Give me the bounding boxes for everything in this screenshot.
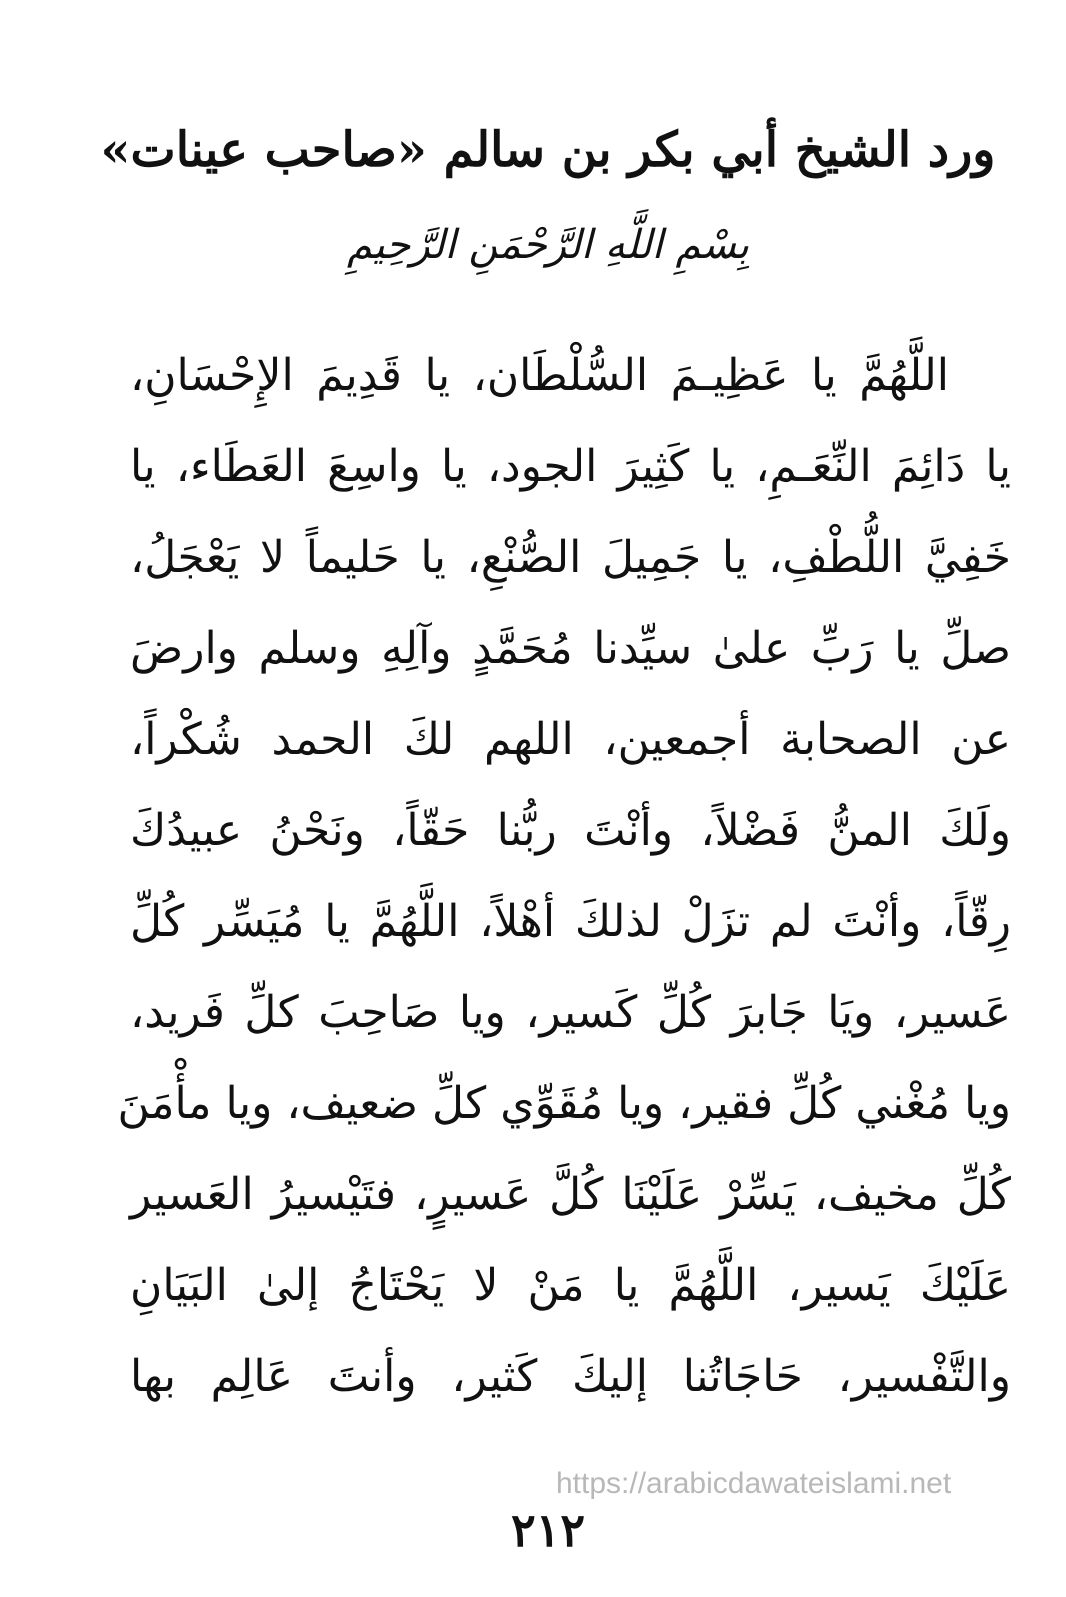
text-line: خَفِيَّ اللُّطْفِ، يا جَمِيلَ الصُّنْعِ، يا حَليماً لا يَعْجَلُ، [130,532,1011,583]
text-line: عن الصحابة أجمعين، اللهم لكَ الحمد شُكْراً، [130,714,1011,765]
watermark-url: https://arabicdawateislami.net [556,1467,952,1500]
text-line: ويا مُغْني كُلِّ فقير، ويا مُقَوِّي كلِّ ضعيف، ويا مأْمَنَ [117,1078,1011,1129]
page-title: ورد الشيخ أبي بكر بن سالم «صاحب عينات» [100,122,996,178]
text-line: رِقّاً، وأنْتَ لم تزَلْ لذلكَ أهْلاً، اللَّهُمَّ يا مُيَسِّر كُلِّ [130,896,1011,947]
text-line: عَلَيْكَ يَسير، اللَّهُمَّ يا مَنْ لا يَحْتَاجُ إلىٰ البَيَانِ [130,1260,1011,1311]
text-line: صلِّ يا رَبِّ علىٰ سيِّدنا مُحَمَّدٍ وآلِهِ وسلم وارضَ [130,623,1011,674]
text-line: عَسير، ويَا جَابرَ كُلِّ كَسير، ويا صَاحِبَ كلِّ فَريد، [130,987,1011,1038]
text-line: كُلِّ مخيف، يَسِّرْ عَلَيْنَا كُلَّ عَسيرٍ، فتَيْسيرُ العَسير [130,1169,1011,1220]
body-text [117,330,1011,1422]
text-line: ولَكَ المنُّ فَضْلاً، وأنْتَ ربُّنا حَقّاً، ونَحْنُ عبيدُكَ [130,805,1011,856]
text-line: والتَّفْسير، حَاجَاتُنا إليكَ كَثير، وأنتَ عَالِم بها [130,1351,1011,1402]
text-line: اللَّهُمَّ يا عَظِيـمَ السُّلْطَان، يا قَدِيمَ الإِحْسَانِ، [130,350,949,401]
page-number: ٢١٢ [510,1503,586,1557]
text-line: يا دَائِمَ النِّعَـمِ، يا كَثِيرَ الجود، يا واسِعَ العَطَاء، يا [130,441,1011,492]
basmala-calligraphy: بِسْمِ اللَّهِ الرَّحْمَنِ الرَّحِيمِ [346,222,750,268]
